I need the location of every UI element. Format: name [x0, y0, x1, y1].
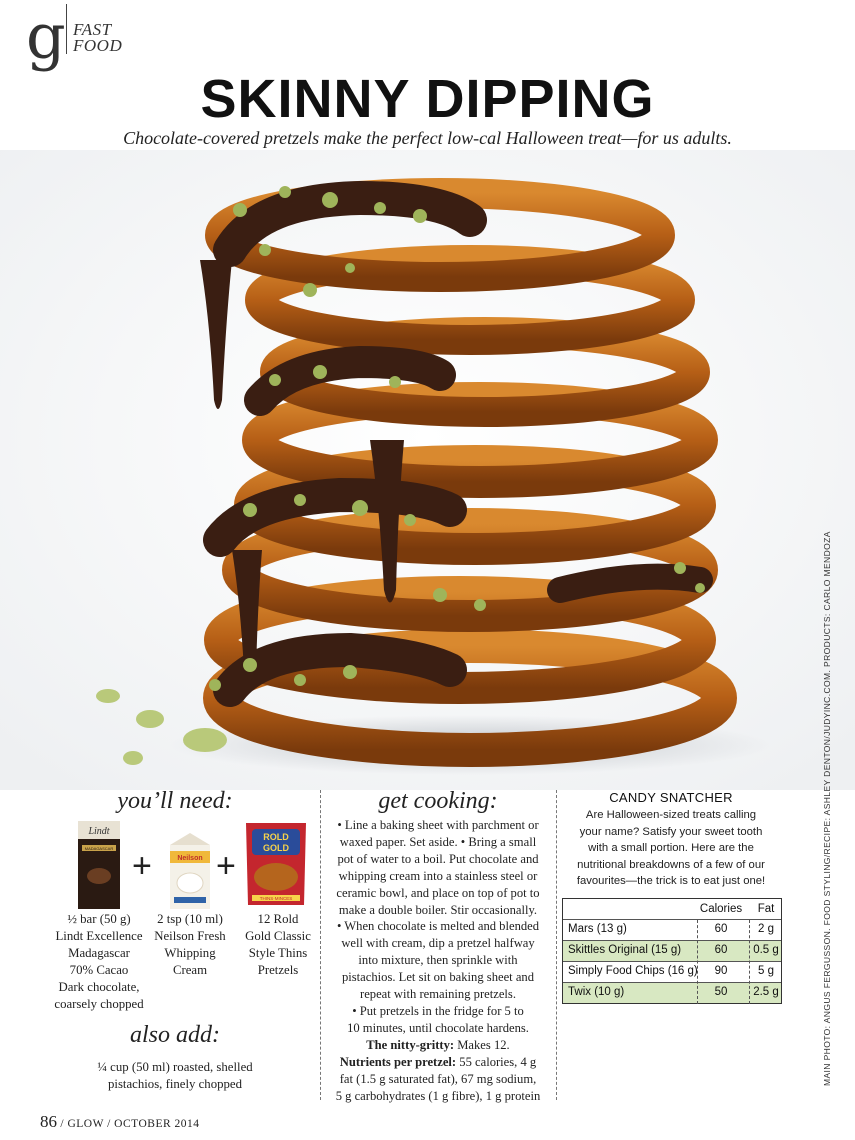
ingredient-line: coarsely chopped: [54, 997, 144, 1011]
sidebar-title: CANDY SNATCHER: [609, 790, 733, 805]
sidebar-intro-line: favourites—the trick is to eat just one!: [576, 875, 766, 888]
yield-line: [326, 1037, 550, 1054]
neilson-cream-carton: [170, 833, 210, 909]
column-header-fat: Fat: [757, 903, 775, 915]
page-number: 86: [40, 1112, 57, 1131]
table-header-row: [563, 899, 781, 919]
ingredient-line: Lindt Excellence: [55, 929, 143, 943]
ingredient-line: Whipping: [164, 946, 216, 960]
directions-line: well with cream, dip a pretzel halfway: [341, 936, 535, 951]
ingredient-line: Madagascar: [68, 946, 130, 960]
ingredient-line: Neilson Fresh: [154, 929, 226, 943]
yield-value: Makes 12.: [454, 1037, 510, 1052]
directions-heading: get cooking:: [378, 788, 498, 814]
candy-calories: 60: [714, 923, 728, 935]
neilson-brand-text: Neilson: [177, 855, 203, 862]
plus-sign: +: [132, 847, 152, 885]
section-label-line-2: FOOD: [73, 36, 123, 55]
product-row: [40, 819, 310, 911]
sidebar-intro-line: your name? Satisfy your sweet tooth: [579, 825, 763, 838]
directions-line: ceramic bowl, and place on top of pot to: [336, 885, 540, 900]
candy-calories: 90: [714, 965, 728, 977]
candy-fat: 2.5 g: [753, 986, 779, 998]
ingredient-line: Style Thins: [248, 946, 308, 960]
nutrients-line: fat (1.5 g saturated fat), 67 mg sodium,: [339, 1071, 537, 1086]
sidebar-intro: [562, 807, 780, 890]
candy-name: Simply Food Chips (16 g): [568, 965, 698, 977]
ingredient-line: Cream: [172, 963, 208, 977]
directions-line: • Line a baking sheet with parchment or: [337, 818, 539, 832]
also-add-line: pistachios, finely chopped: [108, 1077, 242, 1091]
glow-logo: g: [26, 0, 66, 73]
directions-line: • When chocolate is melted and blended: [336, 919, 540, 934]
ingredient-line: 2 tsp (10 ml): [157, 912, 223, 926]
directions-line: waxed paper. Set aside. • Bring a small: [339, 834, 537, 849]
directions-line: whipping cream into a stainless steel or: [338, 868, 538, 883]
ingredient-rold-gold: [236, 911, 320, 979]
ingredient-line: Gold Classic: [245, 929, 311, 943]
sidebar-intro-line: nutritional breakdowns of a few of our: [577, 858, 765, 871]
plus-sign: +: [216, 847, 236, 885]
section-label-line-1: FAST: [73, 20, 112, 39]
rold-gold-variety-text: THINS·MINCES: [259, 896, 293, 901]
directions-line: 10 minutes, until chocolate hardens.: [347, 1020, 529, 1035]
candy-name: Mars (13 g): [568, 923, 627, 935]
ingredient-line: 70% Cacao: [69, 963, 129, 977]
directions-line: make a double boiler. Stir occasionally.: [338, 902, 538, 917]
ingredients-heading: you’ll need:: [117, 788, 233, 814]
candy-fat: 5 g: [758, 965, 774, 977]
also-add-text: [40, 1059, 310, 1093]
nutrients-label: Nutrients per pretzel:: [339, 1054, 457, 1069]
lindt-variety-text: MADAGASCAR: [84, 846, 114, 851]
also-add-line: ¼ cup (50 ml) roasted, shelled: [97, 1060, 253, 1074]
ingredient-lindt: [40, 911, 158, 1013]
directions-body: [326, 817, 550, 1104]
nutrients-value: 55 calories, 4 g: [456, 1054, 537, 1069]
article-headline: SKINNY DIPPING: [200, 69, 655, 129]
table-column-divider: [749, 920, 750, 1004]
candy-nutrition-table: [562, 898, 782, 1004]
ingredient-line: Dark chocolate,: [58, 980, 140, 994]
nutrients-line: [326, 1054, 550, 1071]
yield-label: The nitty-gritty:: [366, 1037, 455, 1052]
candy-snatcher-sidebar: [562, 790, 780, 890]
ingredient-line: Pretzels: [257, 963, 299, 977]
candy-calories: 60: [714, 944, 728, 956]
also-add-section: [40, 1022, 310, 1093]
lindt-chocolate-bar: [78, 821, 120, 909]
directions-line: pistachios. Let sit on baking sheet and: [341, 970, 535, 985]
candy-fat: 2 g: [758, 923, 774, 935]
directions-section: [326, 788, 550, 1104]
directions-line: pot of water to a boil. Put chocolate and: [337, 851, 539, 866]
column-divider: [556, 790, 557, 1100]
rold-gold-brand-line-2: GOLD: [263, 843, 289, 853]
directions-line: into mixture, then sprinkle with: [358, 953, 518, 968]
column-header-calories: Calories: [699, 903, 743, 915]
candy-name: Skittles Original (15 g): [568, 944, 682, 956]
candy-fat: 0.5 g: [753, 944, 779, 956]
sidebar-intro-line: Are Halloween-sized treats calling: [585, 809, 757, 821]
pretzel-stack-photo: [0, 150, 855, 790]
lindt-brand-text: Lindt: [88, 826, 110, 837]
section-label: [73, 22, 122, 54]
directions-line: repeat with remaining pretzels.: [360, 987, 516, 1002]
ingredient-neilson: [148, 911, 232, 979]
sidebar-intro-line: with a small portion. Here are the: [588, 842, 754, 855]
candy-name: Twix (10 g): [568, 986, 625, 998]
rold-gold-pretzel-bag: [244, 819, 308, 909]
candy-calories: 50: [714, 986, 728, 998]
table-column-divider: [697, 920, 698, 1004]
directions-line: • Put pretzels in the fridge for 5 to: [352, 1003, 524, 1018]
page-folio: [40, 1112, 200, 1132]
nutrients-line: 5 g carbohydrates (1 g fibre), 1 g protein: [335, 1088, 541, 1103]
also-add-heading: also add:: [130, 1022, 220, 1048]
publication-date: / GLOW / OCTOBER 2014: [57, 1118, 200, 1130]
ingredient-line: ½ bar (50 g): [67, 912, 131, 926]
column-divider: [320, 790, 321, 1100]
article-dek: Chocolate-covered pretzels make the perfect low-cal Halloween treat—for us adults.: [123, 128, 732, 148]
ingredient-line: 12 Rold: [257, 912, 299, 926]
photo-credit: MAIN PHOTO: ANGUS FERGUSSON. FOOD STYLING/RECIPE: ASHLEY DENTON/JUDYINC.COM. PRODUCTS: CARLO MENDOZA: [822, 531, 832, 1086]
ingredient-captions: [40, 911, 310, 1021]
section-divider: [66, 4, 67, 54]
ingredients-section: [40, 788, 310, 1021]
rold-gold-brand-line-1: ROLD: [263, 832, 289, 842]
